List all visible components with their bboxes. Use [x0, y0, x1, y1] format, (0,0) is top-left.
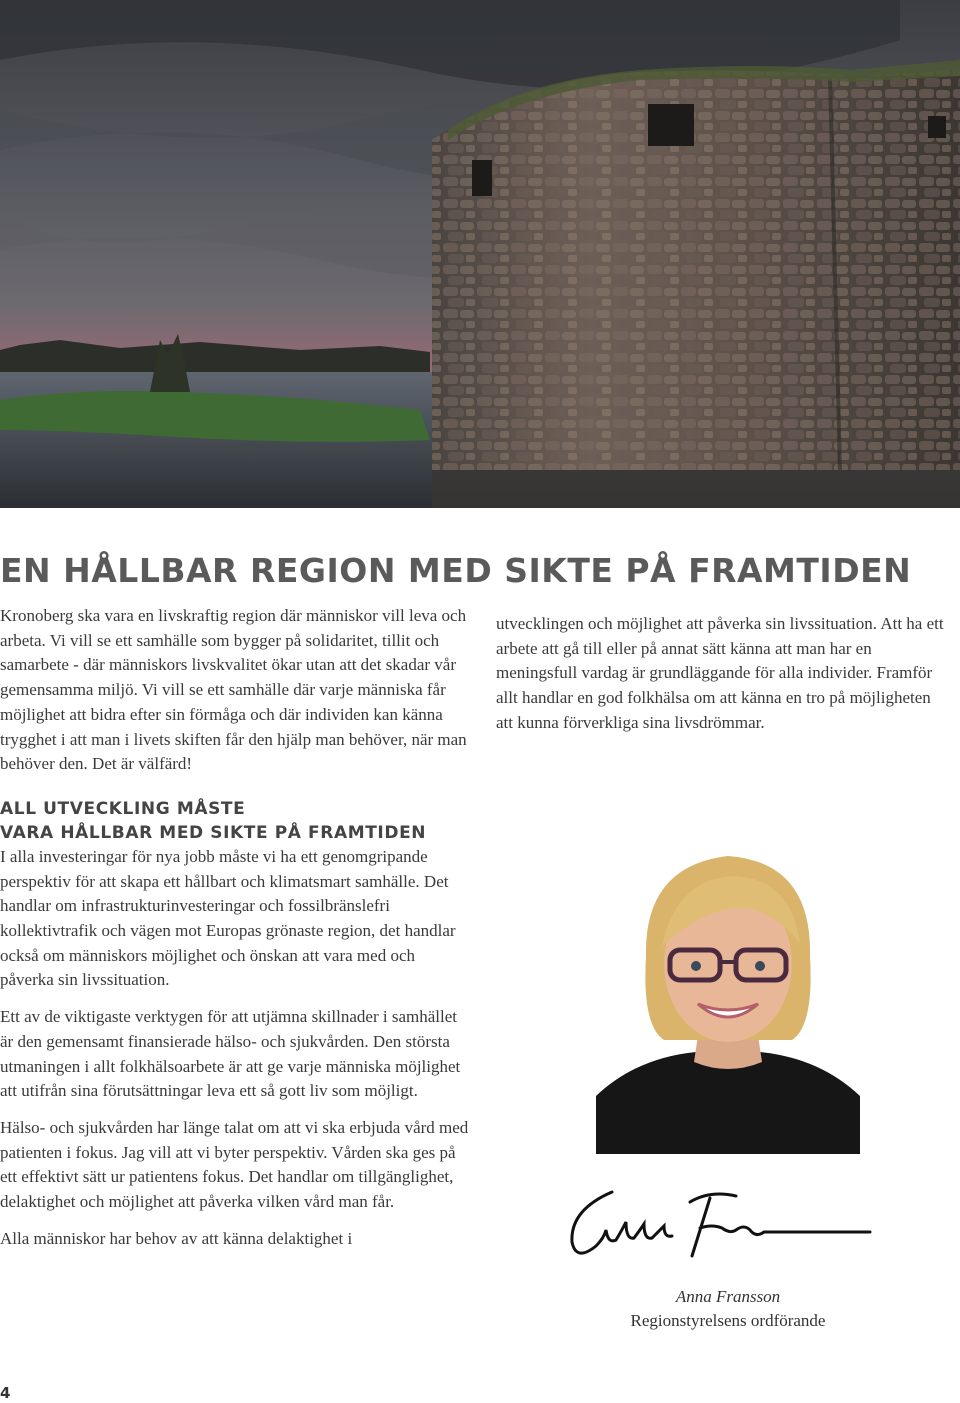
body-paragraph: Alla människor har behov av att känna delaktighet i — [0, 1228, 353, 1248]
body-paragraph: Ett av de viktigaste verktygen för att utjämna skillnader i samhället är den gemensamt finansierade hälso- och sjukvården. Den största utmaningen i allt folkhälsoarbete är att ge varje människa möjlighet att utifrån sina förutsättningar leva ett så gott liv som möjligt. — [0, 1007, 461, 1101]
subheading-line: VARA HÅLLBAR MED SIKTE PÅ FRAMTIDEN — [0, 822, 427, 843]
author-signature — [560, 1180, 880, 1270]
right-column — [496, 612, 952, 748]
author-portrait — [596, 826, 860, 1154]
tower-window — [928, 116, 946, 138]
body-paragraph: I alla investeringar för nya jobb måste vi ha ett genomgripande perspektiv för att skapa ett hållbart och klimatsmart samhälle. Det handlar om infrastrukturinvesteringar och fossilbränslefri kollektivtrafik och vägen mot Europas grönaste region, det handlar också om människors möjlighet och önskan att vara med och påverka sin livssituation. — [0, 846, 456, 990]
subheading-line: ALL UTVECKLING MÅSTE — [0, 798, 246, 819]
author-title: Regionstyrelsens ordförande — [630, 1311, 826, 1330]
author-name: Anna Fransson — [675, 1287, 781, 1306]
intro-paragraph: Kronoberg ska vara en livskraftig region där människor vill leva och arbeta. Vi vill se ett samhälle som bygger på solidaritet, tillit och samarbete - där människors livskvalitet ökar utan att det skadar vår gemensamma miljö. Vi vill se ett samhälle där varje människa får möjlighet att bidra efter sin förmåga och där individen kan känna trygghet i att man i livets skiften får den hjälp man behöver, när man behöver den. Det är välfärd! — [0, 606, 467, 774]
body-paragraph: utvecklingen och möjlighet att påverka sin livssituation. Att ha ett arbete att gå till eller på annat sätt känna att man har en meningsfull vardag är grundläggande för alla individer. Framför allt handlar en god folkhälsa om att känna en tro på möjligheten att kunna förverkliga sina livsdrömmar. — [496, 614, 944, 732]
body-paragraph: Hälso- och sjukvården har länge talat om att vi ska erbjuda vård med patienten i fokus. Jag vill att vi byter perspektiv. Vården ska ges på ett effektivt sätt ur patientens fokus. Det handlar om tillgänglighet, delaktighet och möjlighet att påverka vilken vård man får. — [0, 1117, 469, 1212]
subheading — [0, 797, 470, 845]
article-headline: EN HÅLLBAR REGION MED SIKTE PÅ FRAMTIDEN — [0, 551, 912, 590]
tower-window — [648, 104, 694, 146]
hero-photo — [0, 0, 960, 508]
page-number: 4 — [0, 1384, 11, 1402]
tower-window — [472, 160, 492, 196]
left-column — [0, 604, 470, 1263]
